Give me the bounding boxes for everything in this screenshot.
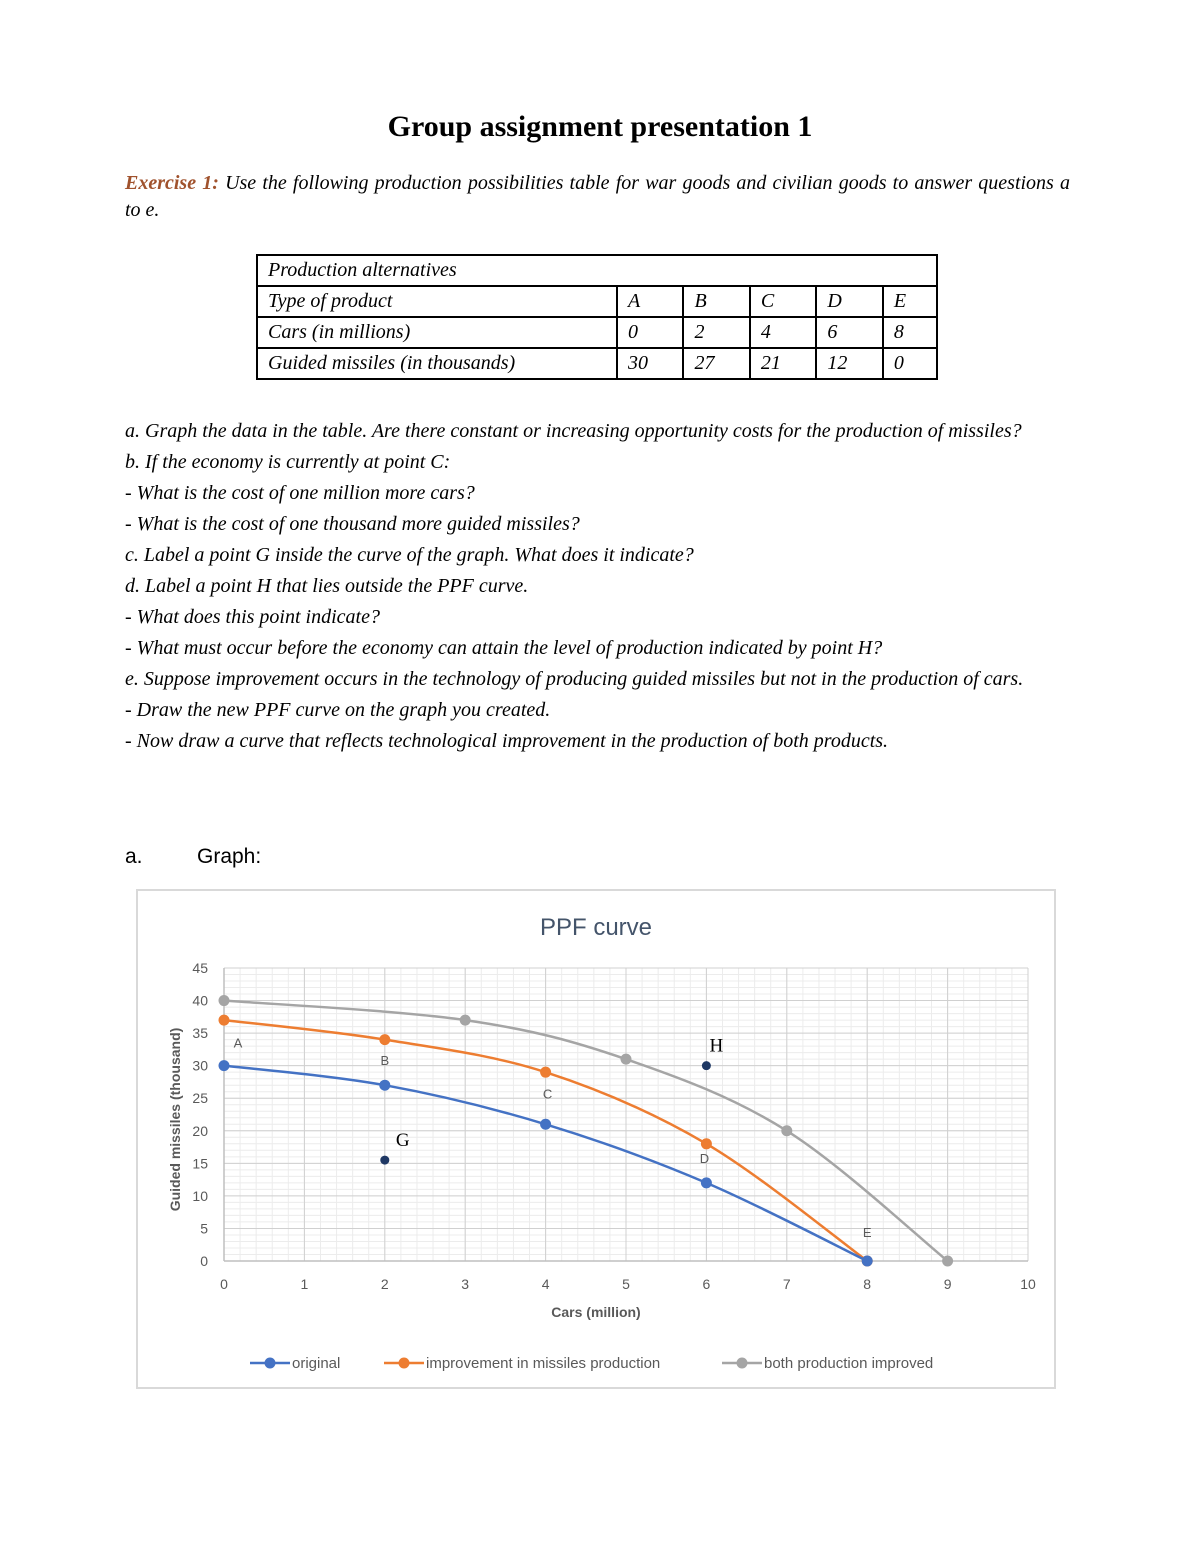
question-item: - What does this point indicate?: [125, 606, 380, 628]
chart-title: PPF curve: [539, 914, 653, 941]
table-cell: A: [617, 286, 683, 317]
data-point: [219, 1060, 230, 1071]
table-cell: 0: [883, 348, 937, 379]
question-item: e. Suppose improvement occurs in the technology of producing guided missiles but not in the production of cars.: [125, 668, 1024, 690]
table-cell: 4: [750, 317, 816, 348]
point-label: E: [862, 1225, 872, 1240]
point-label: D: [699, 1150, 710, 1166]
question-item: d. Label a point H that lies outside the PPF curve.: [125, 575, 529, 597]
y-tick-label: 40: [192, 992, 208, 1009]
y-tick-label: 0: [200, 1253, 208, 1269]
table-row: [257, 286, 937, 317]
x-tick-label: 10: [1020, 1276, 1036, 1292]
data-point: [942, 1256, 953, 1267]
extra-point-label: H: [709, 1035, 724, 1057]
question-item: - Draw the new PPF curve on the graph you created.: [125, 699, 551, 721]
data-point: [540, 1067, 551, 1078]
y-tick-label: 45: [192, 960, 208, 976]
y-tick-label: 5: [200, 1220, 208, 1237]
exercise-intro: [125, 170, 1070, 224]
extra-point-label: G: [395, 1130, 410, 1152]
extra-point: [380, 1156, 389, 1165]
data-point: [379, 1080, 390, 1091]
x-tick-label: 4: [541, 1276, 550, 1292]
data-point: [701, 1177, 712, 1188]
legend-label: improvement in missiles production: [426, 1355, 661, 1372]
point-label: A: [233, 1035, 243, 1051]
question-item: - What is the cost of one million more cars?: [125, 482, 475, 504]
legend-label: both production improved: [764, 1355, 934, 1372]
table-cell: 12: [816, 348, 882, 379]
table-cell: Cars (in millions): [257, 317, 617, 348]
question-item: - Now draw a curve that reflects technological improvement in the production of both products.: [125, 730, 889, 752]
data-point: [460, 1015, 471, 1026]
y-tick-label: 35: [192, 1025, 208, 1042]
y-axis-label: Guided missiles (thousand): [167, 1027, 183, 1212]
y-tick-label: 10: [192, 1187, 208, 1204]
table-cell: 2: [683, 317, 749, 348]
table-cell: E: [883, 286, 937, 317]
exercise-text: Use the following production possibilities table for war goods and civilian goods to answer questions a to e.: [125, 172, 1070, 221]
legend-marker: [737, 1358, 748, 1369]
point-label: C: [542, 1086, 553, 1102]
table-cell: 8: [883, 317, 937, 348]
legend-marker: [265, 1358, 276, 1369]
table-row: [257, 317, 937, 348]
question-item: c. Label a point G inside the curve of the graph. What does it indicate?: [125, 544, 694, 566]
x-tick-label: 3: [461, 1276, 470, 1292]
ppf-chart-svg: [138, 891, 1054, 1387]
data-point: [862, 1256, 873, 1267]
y-tick-label: 30: [192, 1057, 208, 1074]
data-point: [379, 1034, 390, 1045]
data-point: [219, 1015, 230, 1026]
exercise-label: Exercise 1:: [125, 172, 219, 194]
x-tick-label: 2: [380, 1276, 389, 1292]
question-list: [125, 418, 1070, 759]
legend-marker: [399, 1358, 410, 1369]
table-row: [257, 348, 937, 379]
data-point: [219, 995, 230, 1006]
question-item: a. Graph the data in the table. Are there constant or increasing opportunity costs for the production of missiles?: [125, 420, 1022, 442]
table-cell: 21: [750, 348, 816, 379]
data-point: [621, 1054, 632, 1065]
x-tick-label: 0: [220, 1276, 228, 1292]
page-title: Group assignment presentation 1: [387, 110, 813, 143]
data-point: [781, 1125, 792, 1136]
question-item: b. If the economy is currently at point C:: [125, 451, 451, 473]
x-tick-label: 6: [702, 1276, 711, 1292]
table-cell: C: [750, 286, 816, 317]
y-tick-label: 20: [192, 1122, 208, 1139]
x-tick-label: 1: [300, 1276, 309, 1292]
graph-heading-label: Graph:: [197, 845, 262, 868]
y-tick-label: 25: [192, 1090, 208, 1107]
table-cell: D: [816, 286, 882, 317]
x-tick-label: 8: [863, 1276, 872, 1292]
data-point: [701, 1138, 712, 1149]
ppf-chart: [136, 889, 1056, 1389]
table-header: Production alternatives: [257, 255, 937, 286]
question-item: - What must occur before the economy can attain the level of production indicated by point H?: [125, 637, 883, 659]
x-tick-label: 9: [943, 1276, 952, 1292]
y-tick-label: 15: [192, 1155, 208, 1172]
legend-label: original: [292, 1355, 341, 1372]
table-header-row: [257, 255, 937, 286]
point-label: B: [380, 1053, 390, 1069]
question-item: - What is the cost of one thousand more guided missiles?: [125, 513, 580, 535]
x-axis-label: Cars (million): [551, 1304, 641, 1320]
table-cell: 30: [617, 348, 683, 379]
table-cell: 27: [683, 348, 749, 379]
graph-heading-letter: a.: [125, 845, 143, 868]
graph-heading: [125, 845, 261, 869]
table-cell: 6: [816, 317, 882, 348]
table-cell: 0: [617, 317, 683, 348]
table-cell: Guided missiles (in thousands): [257, 348, 617, 379]
x-tick-label: 7: [782, 1276, 791, 1292]
x-tick-label: 5: [622, 1276, 630, 1292]
data-point: [540, 1119, 551, 1130]
production-table: [256, 254, 938, 380]
extra-point: [702, 1061, 711, 1070]
table-cell: Type of product: [257, 286, 617, 317]
table-cell: B: [683, 286, 749, 317]
